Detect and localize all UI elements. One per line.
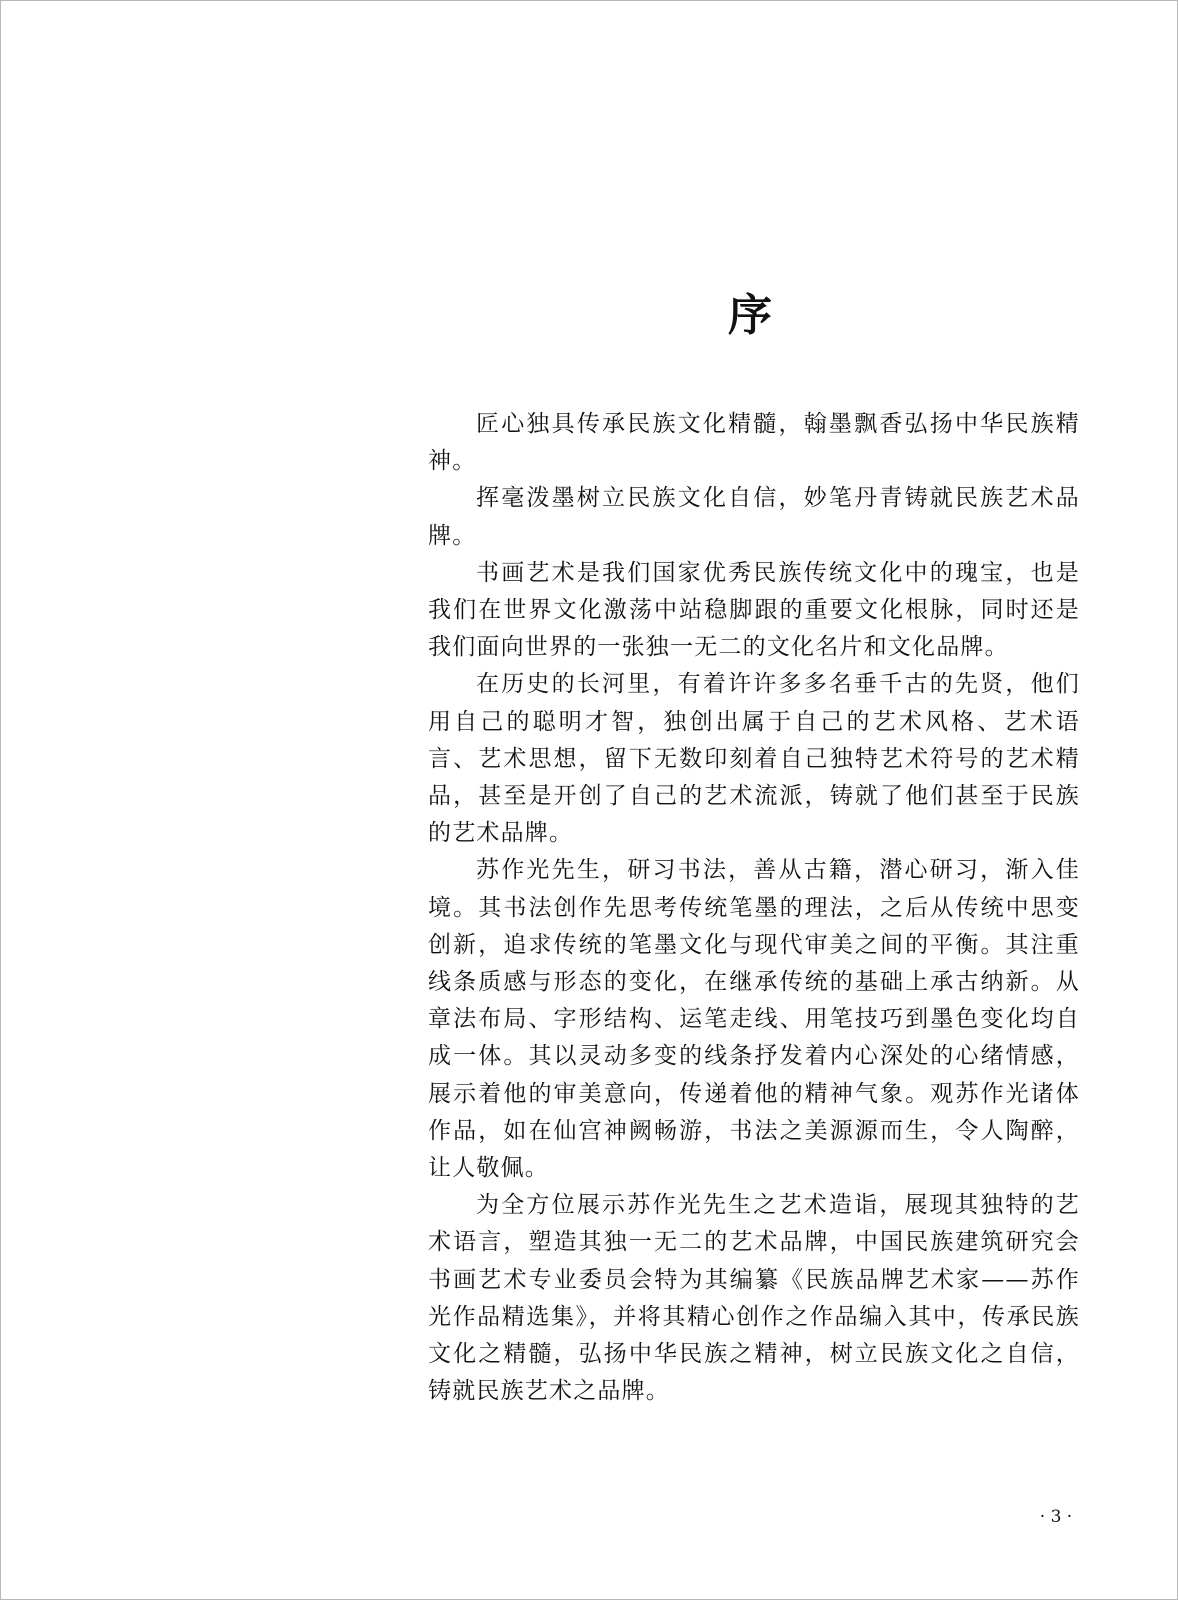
- paragraph: 匠心独具传承民族文化精髓，翰墨飘香弘扬中华民族精神。: [428, 411, 1080, 475]
- paragraph: 苏作光先生，研习书法，善从古籍，潜心研习，渐入佳境。其书法创作先思考传统笔墨的理法，之后从传统中思变创新，追求传统的笔墨文化与现代审美之间的平衡。其注重线条质感与形态的变化，在继承传统的基础上承古纳新。从章法布局、字形结构、运笔走线、用笔技巧到墨色变化均自成一体。其以灵动多变的线条抒发着内心深处的心绪情感，展示着他的审美意向，传递着他的精神气象。观苏作光诸体作品，如在仙宫神阙畅游，书法之美源源而生，令人陶醉，让人敬佩。: [428, 857, 1080, 1182]
- paragraph: 为全方位展示苏作光先生之艺术造诣，展现其独特的艺术语言，塑造其独一无二的艺术品牌，中国民族建筑研究会书画艺术专业委员会特为其编纂《民族品牌艺术家——苏作光作品精选集》，并将其精心创作之作品编入其中，传承民族文化之精髓，弘扬中华民族之精神，树立民族文化之自信，铸就民族艺术之品牌。: [428, 1192, 1080, 1405]
- preface-body: [428, 406, 1080, 1410]
- page-number: · 3 ·: [1039, 1507, 1073, 1527]
- paragraph: 在历史的长河里，有着许许多多名垂千古的先贤，他们用自己的聪明才智，独创出属于自己的艺术风格、艺术语言、艺术思想，留下无数印刻着自己独特艺术符号的艺术精品，甚至是开创了自己的艺术流派，铸就了他们甚至于民族的艺术品牌。: [428, 671, 1080, 847]
- paragraph: 书画艺术是我们国家优秀民族传统文化中的瑰宝，也是我们在世界文化激荡中站稳脚跟的重要文化根脉，同时还是我们面向世界的一张独一无二的文化名片和文化品牌。: [428, 559, 1080, 661]
- page-title: 序: [728, 290, 774, 341]
- paragraph: 挥毫泼墨树立民族文化自信，妙笔丹青铸就民族艺术品牌。: [428, 485, 1080, 549]
